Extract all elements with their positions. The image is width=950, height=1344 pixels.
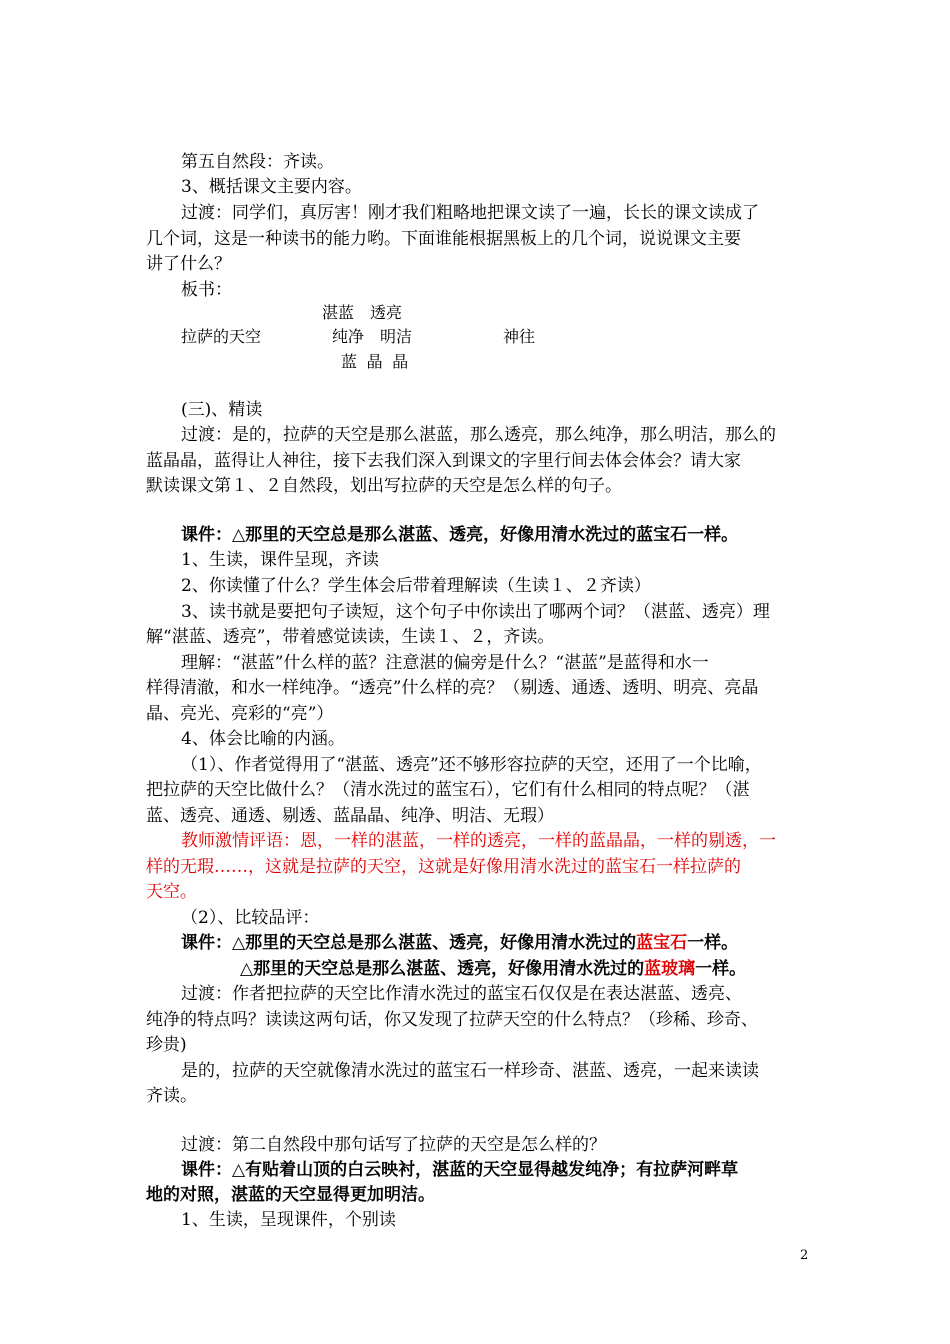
paragraph-line: 第五自然段：齐读。 (181, 152, 334, 172)
paragraph-line: 3、读书就是要把句子读短，这个句子中你读出了哪两个词？（湛蓝、透亮）理 (181, 602, 770, 622)
courseware-text: 一样。 (687, 933, 739, 953)
blackboard-row-1: 湛蓝 透亮 (322, 303, 403, 322)
courseware-line (240, 957, 746, 981)
paragraph-line: 纯净的特点吗？读读这两句话，你又发现了拉萨天空的什么特点？（珍稀、珍奇、 (146, 1010, 758, 1030)
blackboard-left: 拉萨的天空 (181, 327, 262, 346)
paragraph-line: 解“湛蓝、透亮”，带着感觉读读，生读１、２，齐读。 (146, 627, 555, 647)
courseware-line: 地的对照，湛蓝的天空显得更加明洁。 (146, 1185, 435, 1205)
paragraph-line: 过渡：第二自然段中那句话写了拉萨的天空是怎么样的？ (181, 1135, 606, 1155)
highlight-word: 蓝玻璃 (644, 959, 696, 979)
page-number: 2 (800, 1248, 809, 1263)
section-heading: (三)、精读 (181, 400, 263, 420)
courseware-text: 课件：△那里的天空总是那么湛蓝、透亮，好像用清水洗过的 (181, 933, 637, 953)
paragraph-line: 板书： (181, 280, 232, 300)
courseware-line (181, 931, 738, 955)
paragraph-line: 蓝、透亮、通透、剔透、蓝晶晶、纯净、明洁、无瑕） (146, 806, 554, 826)
blackboard-row-2: 纯净 明洁 (332, 327, 413, 346)
paragraph-line: 默读课文第１、２自然段，划出写拉萨的天空是怎么样的句子。 (146, 476, 622, 496)
paragraph-line: （2）、比较品评： (181, 908, 320, 928)
paragraph-line: 2、你读懂了什么？学生体会后带着理解读（生读１、２齐读） (181, 576, 651, 596)
courseware-text: 一样。 (695, 959, 747, 979)
paragraph-line: 过渡：作者把拉萨的天空比作清水洗过的蓝宝石仅仅是在表达湛蓝、透亮、 (181, 984, 742, 1004)
paragraph-line: 1、生读，呈现课件，个别读 (181, 1210, 396, 1230)
blackboard-right: 神往 (503, 327, 536, 346)
paragraph-line: 4、体会比喻的内涵。 (181, 729, 345, 749)
teacher-comment-line: 天空。 (146, 882, 197, 902)
paragraph-line: 齐读。 (146, 1086, 197, 1106)
paragraph-line: 理解：“湛蓝”什么样的蓝？注意湛的偏旁是什么？“湛蓝”是蓝得和水一 (181, 653, 709, 673)
paragraph-line: 几个词，这是一种读书的能力哟。下面谁能根据黑板上的几个词，说说课文主要 (146, 229, 741, 249)
paragraph-line: 讲了什么？ (146, 254, 231, 274)
courseware-text: △那里的天空总是那么湛蓝、透亮，好像用清水洗过的 (240, 959, 645, 979)
paragraph-line: 3、概括课文主要内容。 (181, 177, 362, 197)
paragraph-line: 蓝晶晶，蓝得让人神往，接下去我们深入到课文的字里行间去体会体会？请大家 (146, 451, 741, 471)
paragraph-line: （1）、作者觉得用了“湛蓝、透亮”还不够形容拉萨的天空，还用了一个比喻， (181, 755, 762, 775)
paragraph-line: 把拉萨的天空比做什么？（清水洗过的蓝宝石），它们有什么相同的特点呢？（湛 (146, 780, 750, 800)
paragraph-line: 是的，拉萨的天空就像清水洗过的蓝宝石一样珍奇、湛蓝、透亮，一起来读读 (181, 1061, 759, 1081)
courseware-line: 课件：△那里的天空总是那么湛蓝、透亮，好像用清水洗过的蓝宝石一样。 (181, 525, 739, 545)
courseware-line: 课件：△有贴着山顶的白云映衬，湛蓝的天空显得越发纯净；有拉萨河畔草 (181, 1160, 739, 1180)
paragraph-line: 过渡：是的，拉萨的天空是那么湛蓝，那么透亮，那么纯净，那么明洁，那么的 (181, 425, 776, 445)
paragraph-line: 样得清澈，和水一样纯净。“透亮”什么样的亮？（剔透、通透、透明、明亮、亮晶 (146, 678, 759, 698)
paragraph-line: 过渡：同学们，真厉害！刚才我们粗略地把课文读了一遍，长长的课文读成了 (181, 203, 759, 223)
teacher-comment-line: 样的无瑕……，这就是拉萨的天空，这就是好像用清水洗过的蓝宝石一样拉萨的 (146, 857, 741, 877)
paragraph-line: 晶、亮光、亮彩的“亮”） (146, 704, 334, 724)
blackboard-row-3: 蓝 晶 晶 (341, 352, 409, 371)
paragraph-line: 珍贵) (146, 1035, 187, 1055)
highlight-word: 蓝宝石 (636, 933, 688, 953)
paragraph-line: 1、生读，课件呈现，齐读 (181, 550, 379, 570)
teacher-comment-line: 教师激情评语：恩，一样的湛蓝，一样的透亮，一样的蓝晶晶，一样的剔透，一 (181, 831, 776, 851)
